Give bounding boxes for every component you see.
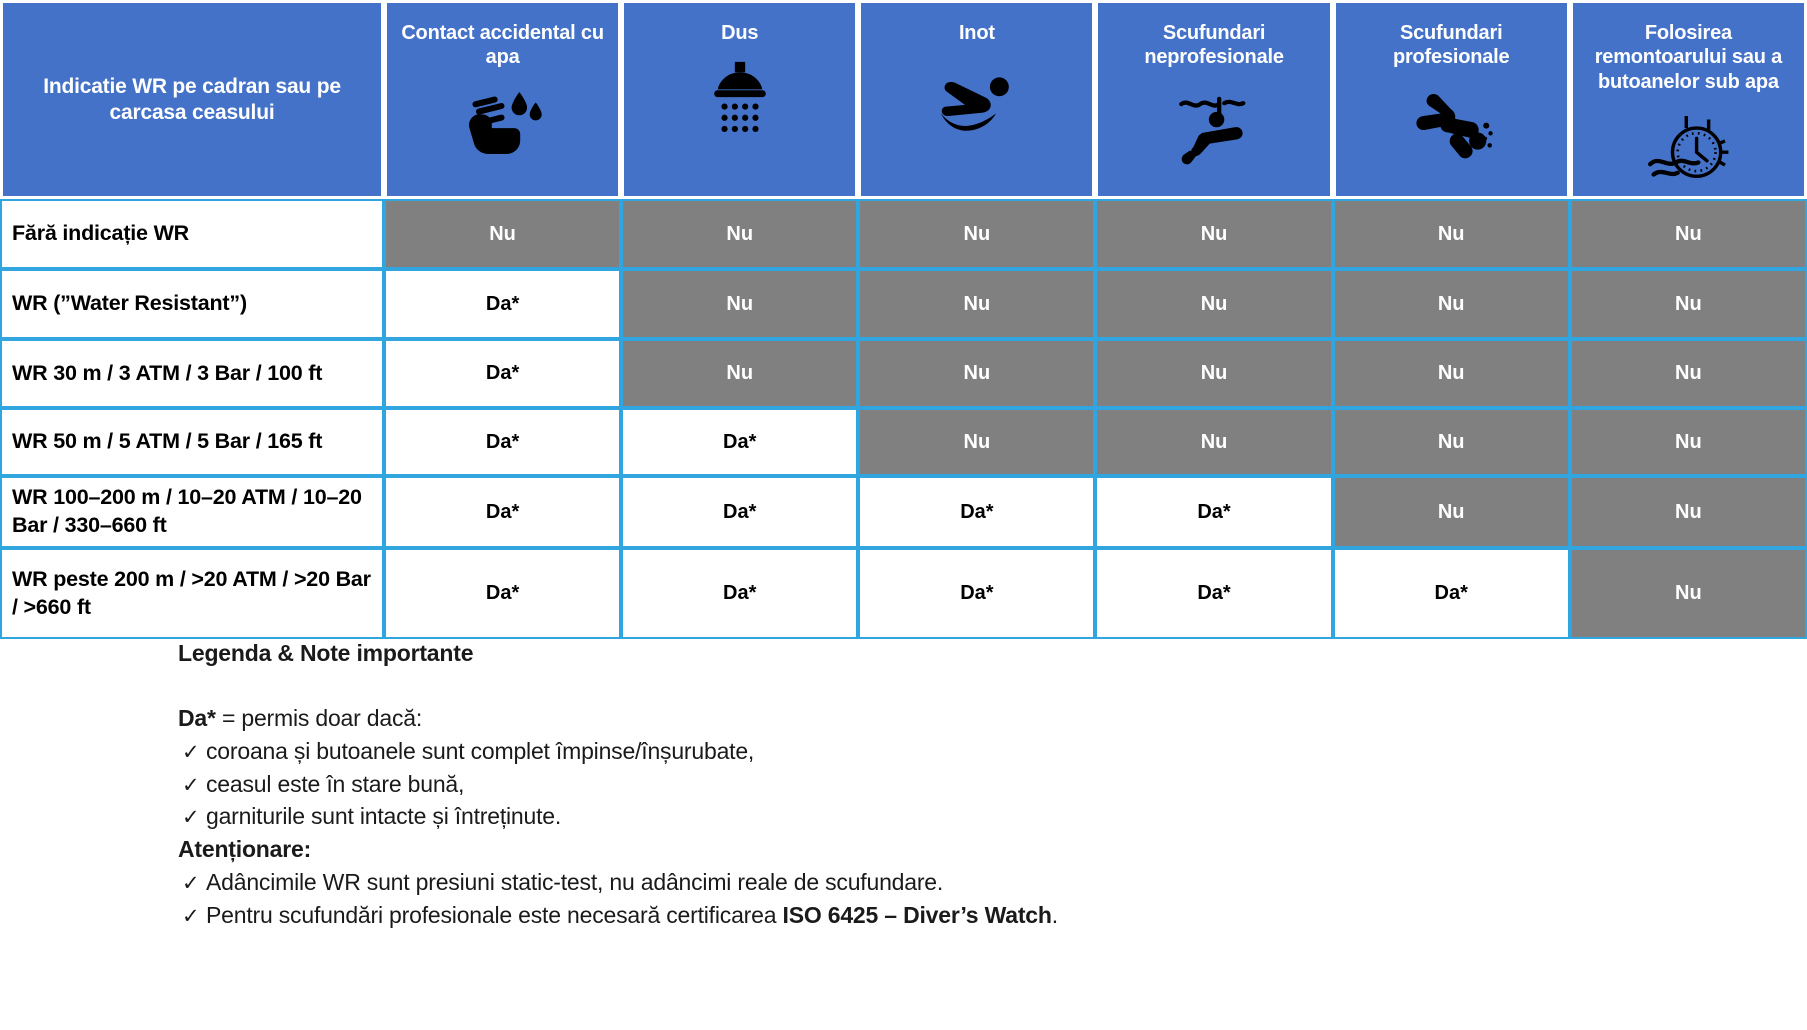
cell-r2-c2: Nu <box>858 339 1095 408</box>
cell-r1-c2: Nu <box>858 269 1095 339</box>
table-row <box>0 339 1807 408</box>
legend-title: Legenda & Note importante <box>178 640 474 666</box>
cell-r4-c2: Da* <box>858 476 1095 548</box>
cell-r3-c0: Da* <box>384 408 621 476</box>
swimmer-icon <box>934 55 1020 141</box>
handwash-icon <box>460 80 546 166</box>
cell-r1-c0: Da* <box>384 269 621 339</box>
cell-r4-c4: Nu <box>1333 476 1570 548</box>
cell-r5-c5: Nu <box>1570 548 1807 639</box>
header-row <box>0 0 1807 199</box>
table-row <box>0 199 1807 269</box>
shower-icon <box>697 55 783 141</box>
legend-condition-3 <box>178 801 1678 832</box>
table-row <box>0 408 1807 476</box>
header-label-recreational-diving: Scufundari neprofesionale <box>1144 22 1284 69</box>
watch-underwater-icon <box>1645 104 1731 190</box>
check-icon: ✓ <box>182 871 200 895</box>
legend-condition-2-text: ceasul este în stare bună, <box>206 770 465 797</box>
legend-da-lead: Da* <box>178 705 216 731</box>
cell-r2-c3: Nu <box>1095 339 1332 408</box>
legend-da-definition <box>178 703 1678 734</box>
header-cell-professional-diving <box>1333 0 1570 199</box>
check-icon: ✓ <box>182 773 200 797</box>
legend-warning-1 <box>178 867 1678 898</box>
cell-r2-c5: Nu <box>1570 339 1807 408</box>
cell-r5-c3: Da* <box>1095 548 1332 639</box>
legend-warning-2-pre: Pentru scufundări profesionale este necesară certificarea <box>206 901 783 928</box>
check-icon: ✓ <box>182 806 200 830</box>
cell-r0-c5: Nu <box>1570 199 1807 269</box>
cell-r5-c2: Da* <box>858 548 1095 639</box>
cell-r4-c0: Da* <box>384 476 621 548</box>
cell-r4-c1: Da* <box>621 476 858 548</box>
cell-r5-c0: Da* <box>384 548 621 639</box>
header-label-crown-buttons-underwater: Folosirea remontoarului sau a butoanelor sub apa <box>1594 22 1783 93</box>
cell-r0-c3: Nu <box>1095 199 1332 269</box>
cell-r1-c3: Nu <box>1095 269 1332 339</box>
cell-r2-c0: Da* <box>384 339 621 408</box>
header-label-wr-indication: Indicatie WR pe cadran sau pe carcasa ceasului <box>43 74 341 124</box>
cell-r0-c0: Nu <box>384 199 621 269</box>
legend-warning-title: Atenționare: <box>178 836 312 863</box>
legend-section <box>178 640 1678 933</box>
header-cell-wr-indication <box>0 0 384 199</box>
header-cell-crown-buttons-underwater <box>1570 0 1807 199</box>
cell-r4-c5: Nu <box>1570 476 1807 548</box>
cell-r0-c1: Nu <box>621 199 858 269</box>
cell-r1-c4: Nu <box>1333 269 1570 339</box>
header-label-professional-diving: Scufundari profesionale <box>1392 22 1510 69</box>
table-body <box>0 199 1807 639</box>
row-label-wr-100-200m: WR 100–200 m / 10–20 ATM / 10–20 Bar / 330–660 ft <box>0 476 384 548</box>
check-icon: ✓ <box>182 904 200 928</box>
cell-r4-c3: Da* <box>1095 476 1332 548</box>
header-label-accidental-contact: Contact accidental cu apa <box>401 22 604 69</box>
header-cell-shower <box>621 0 858 199</box>
cell-r3-c3: Nu <box>1095 408 1332 476</box>
snorkeler-icon <box>1171 80 1257 166</box>
legend-da-rest: = permis doar dacă: <box>215 705 423 731</box>
row-label-wr-over-200m: WR peste 200 m / >20 ATM / >20 Bar / >660 ft <box>0 548 384 639</box>
header-cell-recreational-diving <box>1095 0 1332 199</box>
table-header <box>0 0 1807 199</box>
scuba-diver-icon <box>1408 80 1494 166</box>
header-cell-accidental-contact <box>384 0 621 199</box>
row-label-wr-50m: WR 50 m / 5 ATM / 5 Bar / 165 ft <box>0 408 384 476</box>
header-label-swimming: Inot <box>958 22 995 44</box>
header-cell-swimming <box>858 0 1095 199</box>
cell-r0-c4: Nu <box>1333 199 1570 269</box>
check-icon: ✓ <box>182 740 200 764</box>
legend-warning-2 <box>178 900 1678 931</box>
cell-r3-c4: Nu <box>1333 408 1570 476</box>
legend-condition-3-text: garniturile sunt intacte și întreținute. <box>206 803 562 830</box>
table-row <box>0 269 1807 339</box>
cell-r3-c2: Nu <box>858 408 1095 476</box>
cell-r1-c5: Nu <box>1570 269 1807 339</box>
row-label-wr-30m: WR 30 m / 3 ATM / 3 Bar / 100 ft <box>0 339 384 408</box>
cell-r5-c1: Da* <box>621 548 858 639</box>
cell-r5-c4: Da* <box>1333 548 1570 639</box>
table-row <box>0 476 1807 548</box>
table-row <box>0 548 1807 639</box>
cell-r3-c1: Da* <box>621 408 858 476</box>
cell-r0-c2: Nu <box>858 199 1095 269</box>
legend-condition-1 <box>178 736 1678 767</box>
legend-warning-2-standard: ISO 6425 – Diver’s Watch <box>782 901 1052 928</box>
legend-warning-1-text: Adâncimile WR sunt presiuni static-test, nu adâncimi reale de scufundare. <box>206 868 944 895</box>
legend-condition-2 <box>178 769 1678 800</box>
cell-r2-c1: Nu <box>621 339 858 408</box>
legend-warning-2-post: . <box>1051 901 1058 928</box>
header-label-shower: Dus <box>721 22 759 44</box>
row-label-no-wr: Fără indicație WR <box>0 199 384 269</box>
cell-r1-c1: Nu <box>621 269 858 339</box>
cell-r3-c5: Nu <box>1570 408 1807 476</box>
legend-condition-1-text: coroana și butoanele sunt complet împinse/înșurubate, <box>206 737 755 764</box>
cell-r2-c4: Nu <box>1333 339 1570 408</box>
row-label-water-resistant: WR (”Water Resistant”) <box>0 269 384 339</box>
